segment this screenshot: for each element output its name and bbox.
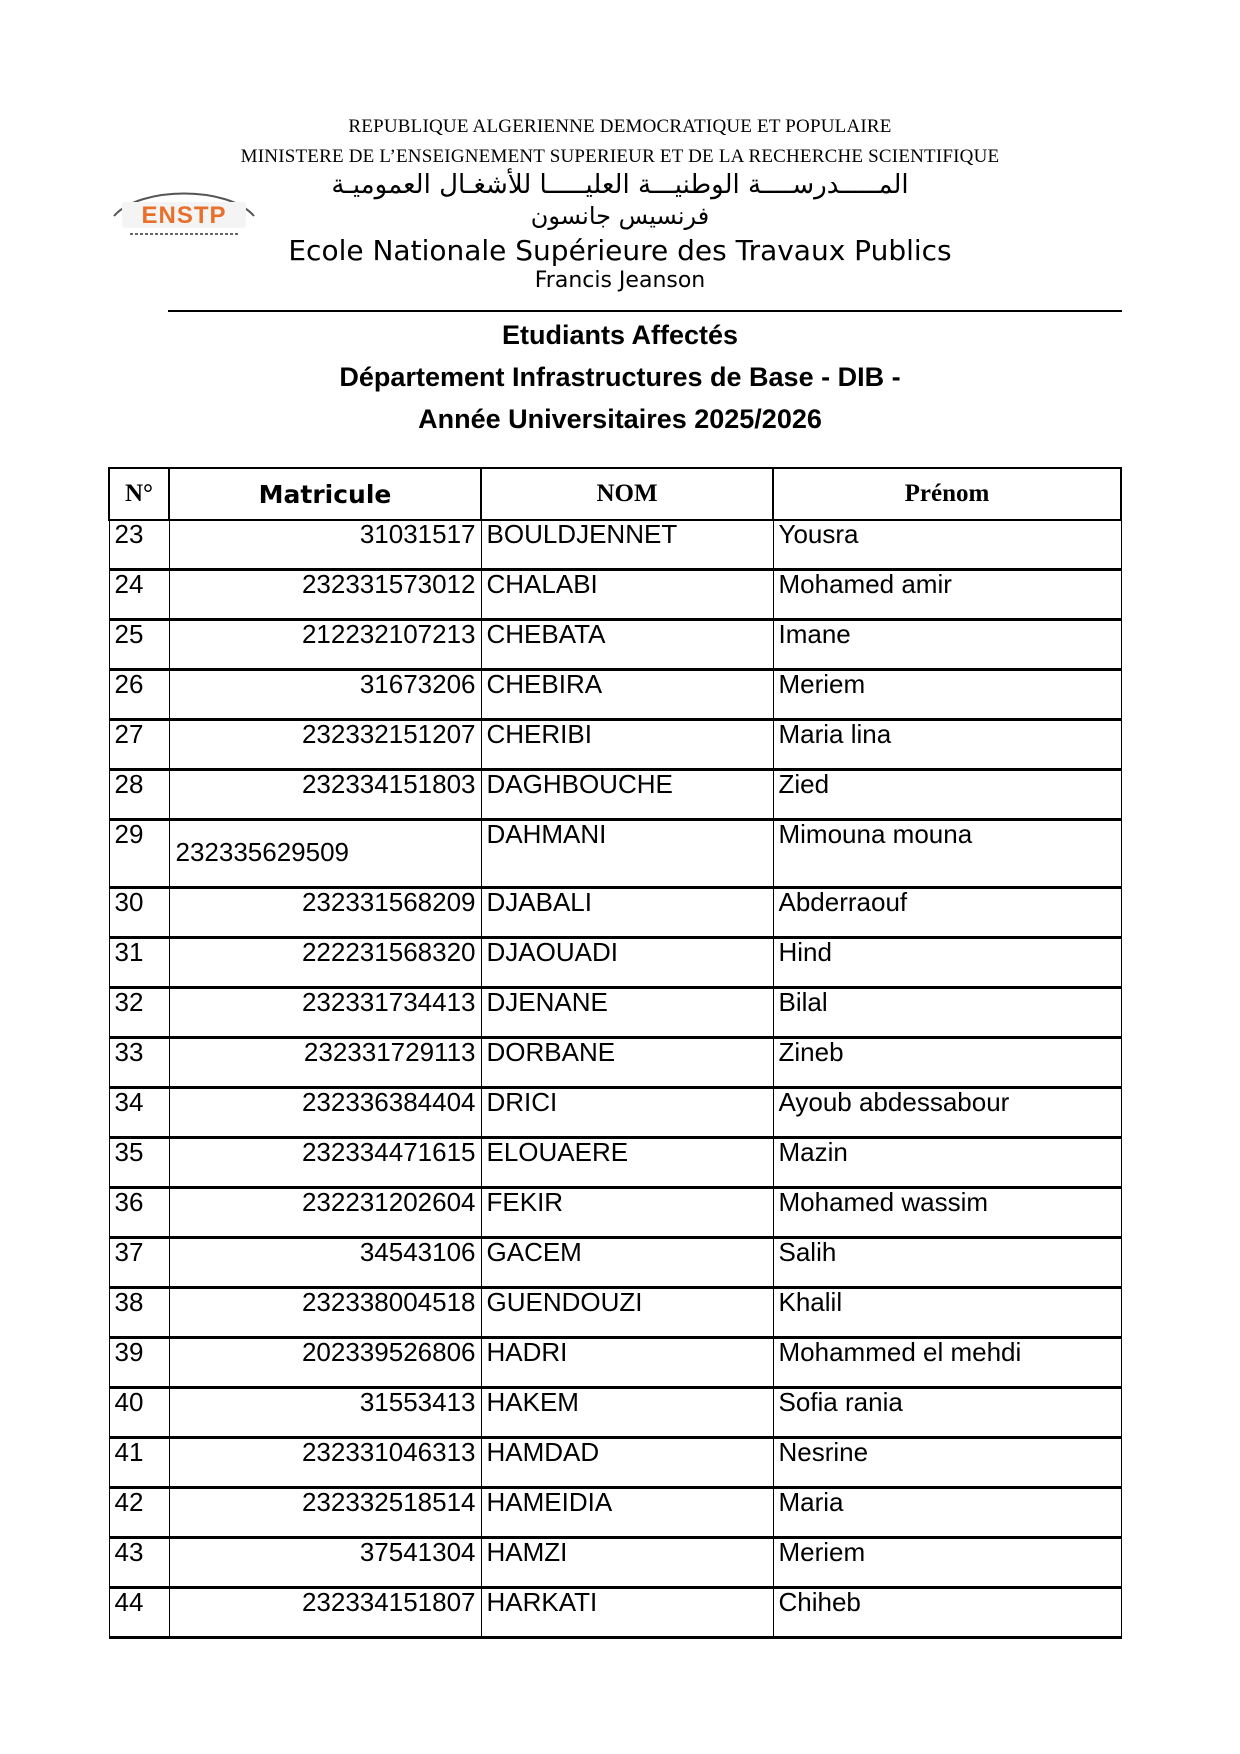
svg-text:ENSTP: ENSTP — [141, 202, 227, 229]
row-number: 37 — [109, 1238, 169, 1288]
table-row — [109, 670, 1121, 720]
row-nom: HARKATI — [481, 1588, 773, 1638]
header-divider — [168, 310, 1122, 312]
table-row — [109, 1288, 1121, 1338]
row-nom: CHALABI — [481, 570, 773, 620]
school-subname: Francis Jeanson — [534, 268, 706, 293]
row-nom: HADRI — [481, 1338, 773, 1388]
row-prenom: Meriem — [773, 670, 1121, 720]
row-matricule: 232335629509 — [169, 820, 481, 888]
row-nom: HAKEM — [481, 1388, 773, 1438]
academic-year-title: Année Universitaires 2025/2026 — [418, 404, 822, 434]
row-number: 38 — [109, 1288, 169, 1338]
table-row — [109, 1038, 1121, 1088]
row-matricule: 232332151207 — [169, 720, 481, 770]
row-matricule: 232331573012 — [169, 570, 481, 620]
header-prenom: Prénom — [773, 468, 1121, 520]
row-matricule: 31673206 — [169, 670, 481, 720]
row-number: 40 — [109, 1388, 169, 1438]
row-prenom: Chiheb — [773, 1588, 1121, 1638]
table-row — [109, 570, 1121, 620]
school-name: Ecole Nationale Supérieure des Travaux Publics — [288, 234, 952, 267]
row-prenom: Yousra — [773, 520, 1121, 570]
row-matricule: 232331568209 — [169, 888, 481, 938]
row-nom: DJABALI — [481, 888, 773, 938]
row-nom: CHEBIRA — [481, 670, 773, 720]
row-prenom: Maria lina — [773, 720, 1121, 770]
row-matricule: 232334471615 — [169, 1138, 481, 1188]
row-prenom: Mimouna mouna — [773, 820, 1121, 888]
row-prenom: Mohammed el mehdi — [773, 1338, 1121, 1388]
row-prenom: Nesrine — [773, 1438, 1121, 1488]
department-title: Département Infrastructures de Base - DIB - — [339, 362, 901, 392]
row-nom: HAMZI — [481, 1538, 773, 1588]
row-matricule: 232332518514 — [169, 1488, 481, 1538]
table-row — [109, 888, 1121, 938]
row-matricule: 232338004518 — [169, 1288, 481, 1338]
row-matricule: 232331046313 — [169, 1438, 481, 1488]
row-number: 25 — [109, 620, 169, 670]
row-number: 44 — [109, 1588, 169, 1638]
row-matricule: 232331734413 — [169, 988, 481, 1038]
row-number: 24 — [109, 570, 169, 620]
table-row — [109, 1488, 1121, 1538]
row-prenom: Abderraouf — [773, 888, 1121, 938]
row-prenom: Salih — [773, 1238, 1121, 1288]
table-row — [109, 988, 1121, 1038]
table-row — [109, 1238, 1121, 1288]
row-number: 36 — [109, 1188, 169, 1238]
table-row — [109, 1588, 1121, 1638]
row-matricule: 212232107213 — [169, 620, 481, 670]
row-prenom: Khalil — [773, 1288, 1121, 1338]
row-prenom: Bilal — [773, 988, 1121, 1038]
row-prenom: Mohamed wassim — [773, 1188, 1121, 1238]
row-number: 23 — [109, 520, 169, 570]
row-prenom: Ayoub abdessabour — [773, 1088, 1121, 1138]
row-prenom: Zineb — [773, 1038, 1121, 1088]
table-row — [109, 770, 1121, 820]
row-nom: DAHMANI — [481, 820, 773, 888]
row-nom: HAMEIDIA — [481, 1488, 773, 1538]
row-prenom: Mohamed amir — [773, 570, 1121, 620]
row-prenom: Maria — [773, 1488, 1121, 1538]
row-prenom: Zied — [773, 770, 1121, 820]
table-header-row — [109, 468, 1121, 520]
students-table — [108, 467, 1122, 1639]
table-row — [109, 1338, 1121, 1388]
row-nom: DJENANE — [481, 988, 773, 1038]
row-matricule: 232336384404 — [169, 1088, 481, 1138]
row-nom: CHERIBI — [481, 720, 773, 770]
table-row — [109, 620, 1121, 670]
row-matricule: 31031517 — [169, 520, 481, 570]
row-nom: GACEM — [481, 1238, 773, 1288]
row-nom: FEKIR — [481, 1188, 773, 1238]
header-nom: NOM — [481, 468, 773, 520]
row-number: 35 — [109, 1138, 169, 1188]
row-nom: CHEBATA — [481, 620, 773, 670]
arabic-school-subname: فرنسيس جانسون — [530, 202, 710, 230]
row-number: 30 — [109, 888, 169, 938]
table-row — [109, 820, 1121, 888]
row-number: 34 — [109, 1088, 169, 1138]
row-nom: GUENDOUZI — [481, 1288, 773, 1338]
row-nom: DJAOUADI — [481, 938, 773, 988]
row-matricule: 232231202604 — [169, 1188, 481, 1238]
table-row — [109, 1538, 1121, 1588]
table-row — [109, 720, 1121, 770]
row-number: 32 — [109, 988, 169, 1038]
table-row — [109, 938, 1121, 988]
row-matricule: 222231568320 — [169, 938, 481, 988]
row-prenom: Hind — [773, 938, 1121, 988]
row-prenom: Imane — [773, 620, 1121, 670]
row-number: 29 — [109, 820, 169, 888]
row-prenom: Sofia rania — [773, 1388, 1121, 1438]
row-matricule: 37541304 — [169, 1538, 481, 1588]
row-matricule: 31553413 — [169, 1388, 481, 1438]
row-prenom: Mazin — [773, 1138, 1121, 1188]
table-row — [109, 520, 1121, 570]
row-nom: BOULDJENNET — [481, 520, 773, 570]
table-row — [109, 1138, 1121, 1188]
row-prenom: Meriem — [773, 1538, 1121, 1588]
table-body — [109, 520, 1121, 1638]
table-row — [109, 1088, 1121, 1138]
row-matricule: 202339526806 — [169, 1338, 481, 1388]
list-title: Etudiants Affectés — [501, 320, 739, 350]
row-matricule: 232331729113 — [169, 1038, 481, 1088]
row-matricule: 232334151803 — [169, 770, 481, 820]
row-number: 41 — [109, 1438, 169, 1488]
arabic-school-name: المـــــدرســــة الوطنيـــة العليـــــا للأشغـال العموميـة — [331, 170, 909, 200]
row-matricule: 232334151807 — [169, 1588, 481, 1638]
row-nom: HAMDAD — [481, 1438, 773, 1488]
row-number: 26 — [109, 670, 169, 720]
row-nom: DRICI — [481, 1088, 773, 1138]
table-row — [109, 1388, 1121, 1438]
header-number: N° — [109, 468, 169, 520]
row-number: 42 — [109, 1488, 169, 1538]
row-nom: DAGHBOUCHE — [481, 770, 773, 820]
republic-heading: REPUBLIQUE ALGERIENNE DEMOCRATIQUE ET POPULAIRE — [348, 116, 892, 137]
ministry-heading: MINISTERE DE L’ENSEIGNEMENT SUPERIEUR ET DE LA RECHERCHE SCIENTIFIQUE — [240, 146, 1000, 167]
row-number: 28 — [109, 770, 169, 820]
row-nom: DORBANE — [481, 1038, 773, 1088]
row-number: 39 — [109, 1338, 169, 1388]
row-nom: ELOUAERE — [481, 1138, 773, 1188]
table-row — [109, 1438, 1121, 1488]
row-matricule: 34543106 — [169, 1238, 481, 1288]
table-row — [109, 1188, 1121, 1238]
row-number: 27 — [109, 720, 169, 770]
header-matricule: Matricule — [169, 468, 481, 520]
row-number: 31 — [109, 938, 169, 988]
row-number: 33 — [109, 1038, 169, 1088]
row-number: 43 — [109, 1538, 169, 1588]
